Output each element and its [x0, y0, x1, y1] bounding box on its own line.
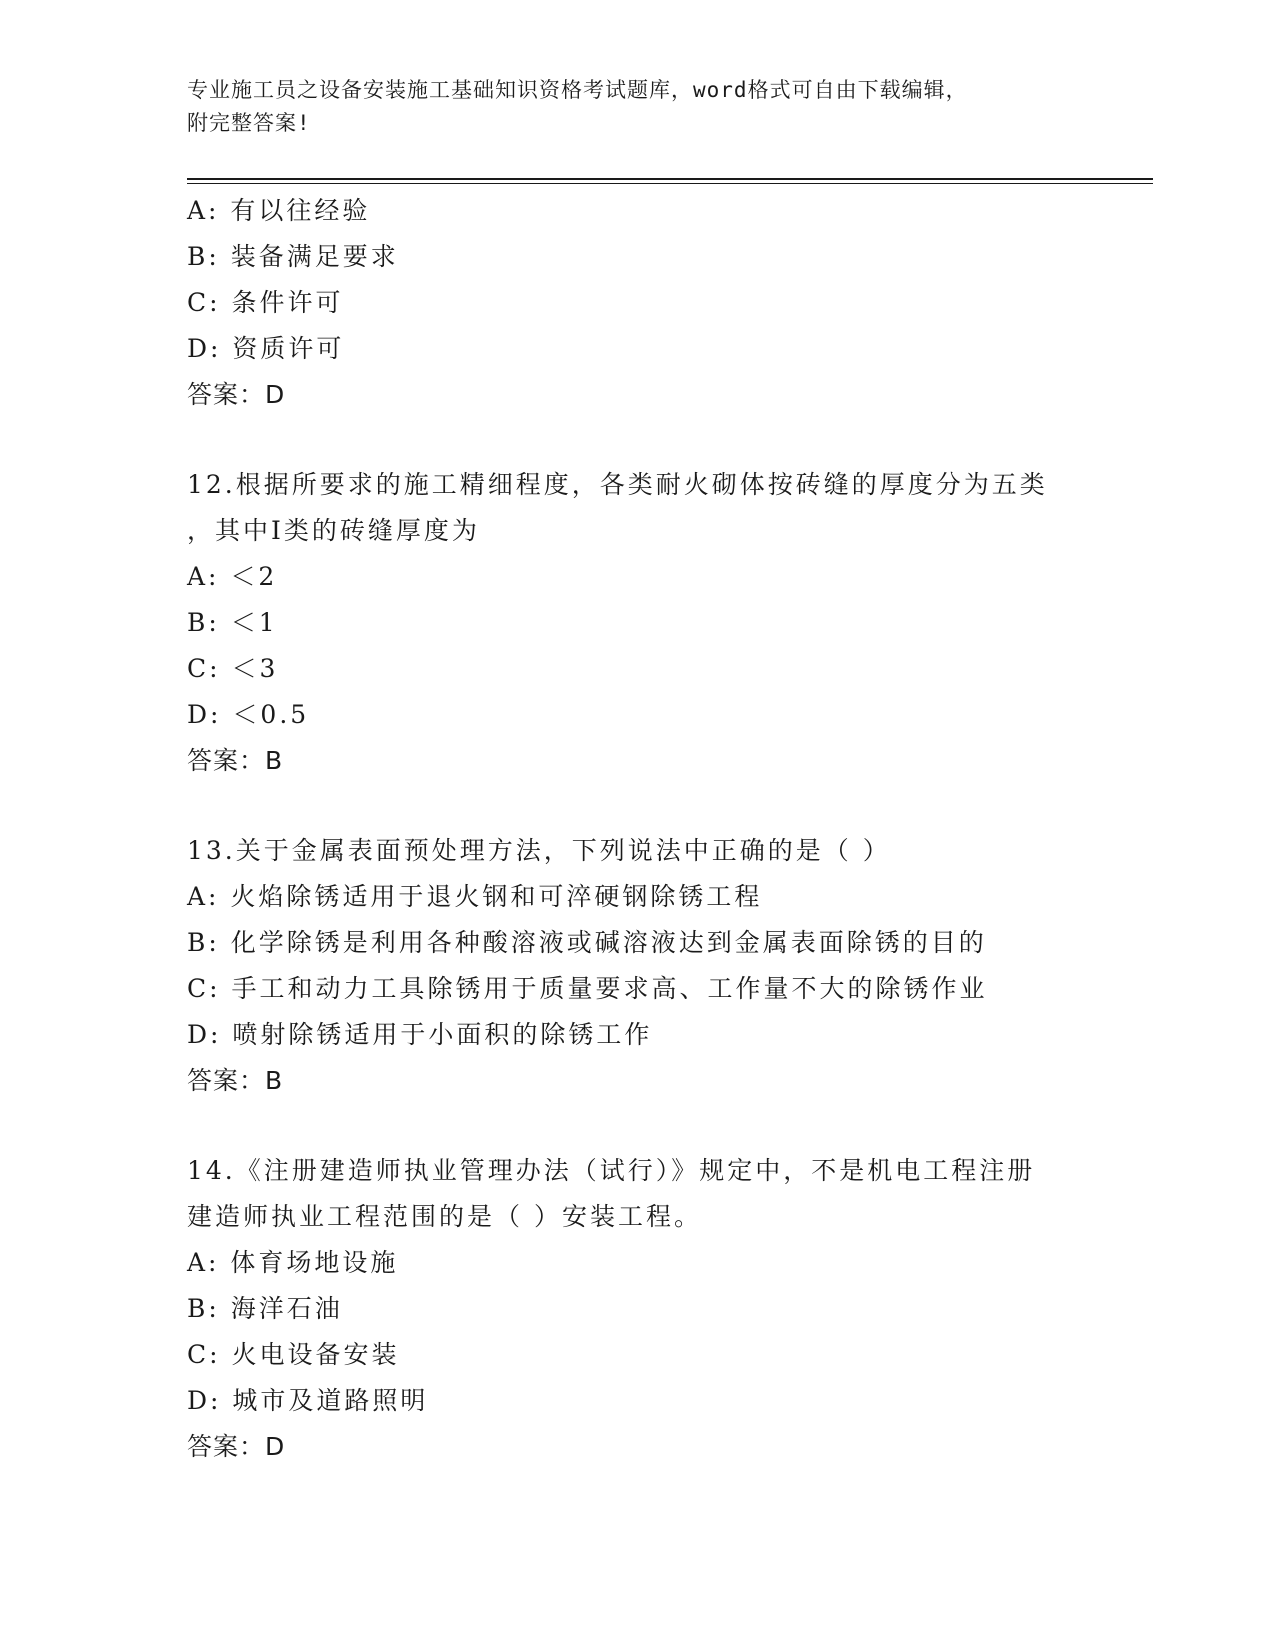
question-12	[187, 462, 1127, 784]
option-c: C: 火电设备安装	[187, 1340, 400, 1369]
question-stem: 13.关于金属表面预处理方法，下列说法中正确的是（ ）	[187, 836, 891, 865]
answer: 答案：D	[187, 380, 286, 409]
header-line-2: 附完整答案!	[187, 111, 311, 135]
question-13	[187, 828, 1127, 1104]
option-c: C: ＜3	[187, 654, 279, 683]
option-b: B: ＜1	[187, 608, 278, 637]
header-divider-thin	[187, 183, 1153, 184]
option-c: C: 条件许可	[187, 288, 344, 317]
option-a: A: 火焰除锈适用于退火钢和可淬硬钢除锈工程	[187, 882, 763, 911]
document-header	[187, 74, 1067, 140]
question-stem: 14.《注册建造师执业管理办法（试行）》规定中，不是机电工程注册	[187, 1156, 1036, 1185]
option-a: A: ＜2	[187, 562, 278, 591]
question-stem-continued: ，其中Ⅰ类的砖缝厚度为	[187, 516, 480, 545]
question-list	[187, 188, 1127, 1470]
option-c: C: 手工和动力工具除锈用于质量要求高、工作量不大的除锈作业	[187, 974, 988, 1003]
option-b: B: 海洋石油	[187, 1294, 343, 1323]
question-stem: 12.根据所要求的施工精细程度，各类耐火砌体按砖缝的厚度分为五类	[187, 470, 1048, 499]
question-stem-continued: 建造师执业工程范围的是（ ）安装工程。	[187, 1202, 702, 1231]
question-11-options	[187, 188, 1127, 418]
option-b: B: 化学除锈是利用各种酸溶液或碱溶液达到金属表面除锈的目的	[187, 928, 987, 957]
option-d: D: 喷射除锈适用于小面积的除锈工作	[187, 1020, 653, 1049]
option-a: A: 体育场地设施	[187, 1248, 399, 1277]
answer: 答案：D	[187, 1432, 286, 1461]
question-14	[187, 1148, 1127, 1470]
answer: 答案：B	[187, 746, 284, 775]
header-divider-thick	[187, 178, 1153, 180]
header-line-1: 专业施工员之设备安装施工基础知识资格考试题库，word格式可自由下载编辑，	[187, 78, 968, 102]
option-d: D: 资质许可	[187, 334, 345, 363]
option-b: B: 装备满足要求	[187, 242, 399, 271]
option-d: D: ＜0.5	[187, 700, 310, 729]
option-d: D: 城市及道路照明	[187, 1386, 429, 1415]
option-a: A: 有以往经验	[187, 196, 371, 225]
answer: 答案：B	[187, 1066, 284, 1095]
